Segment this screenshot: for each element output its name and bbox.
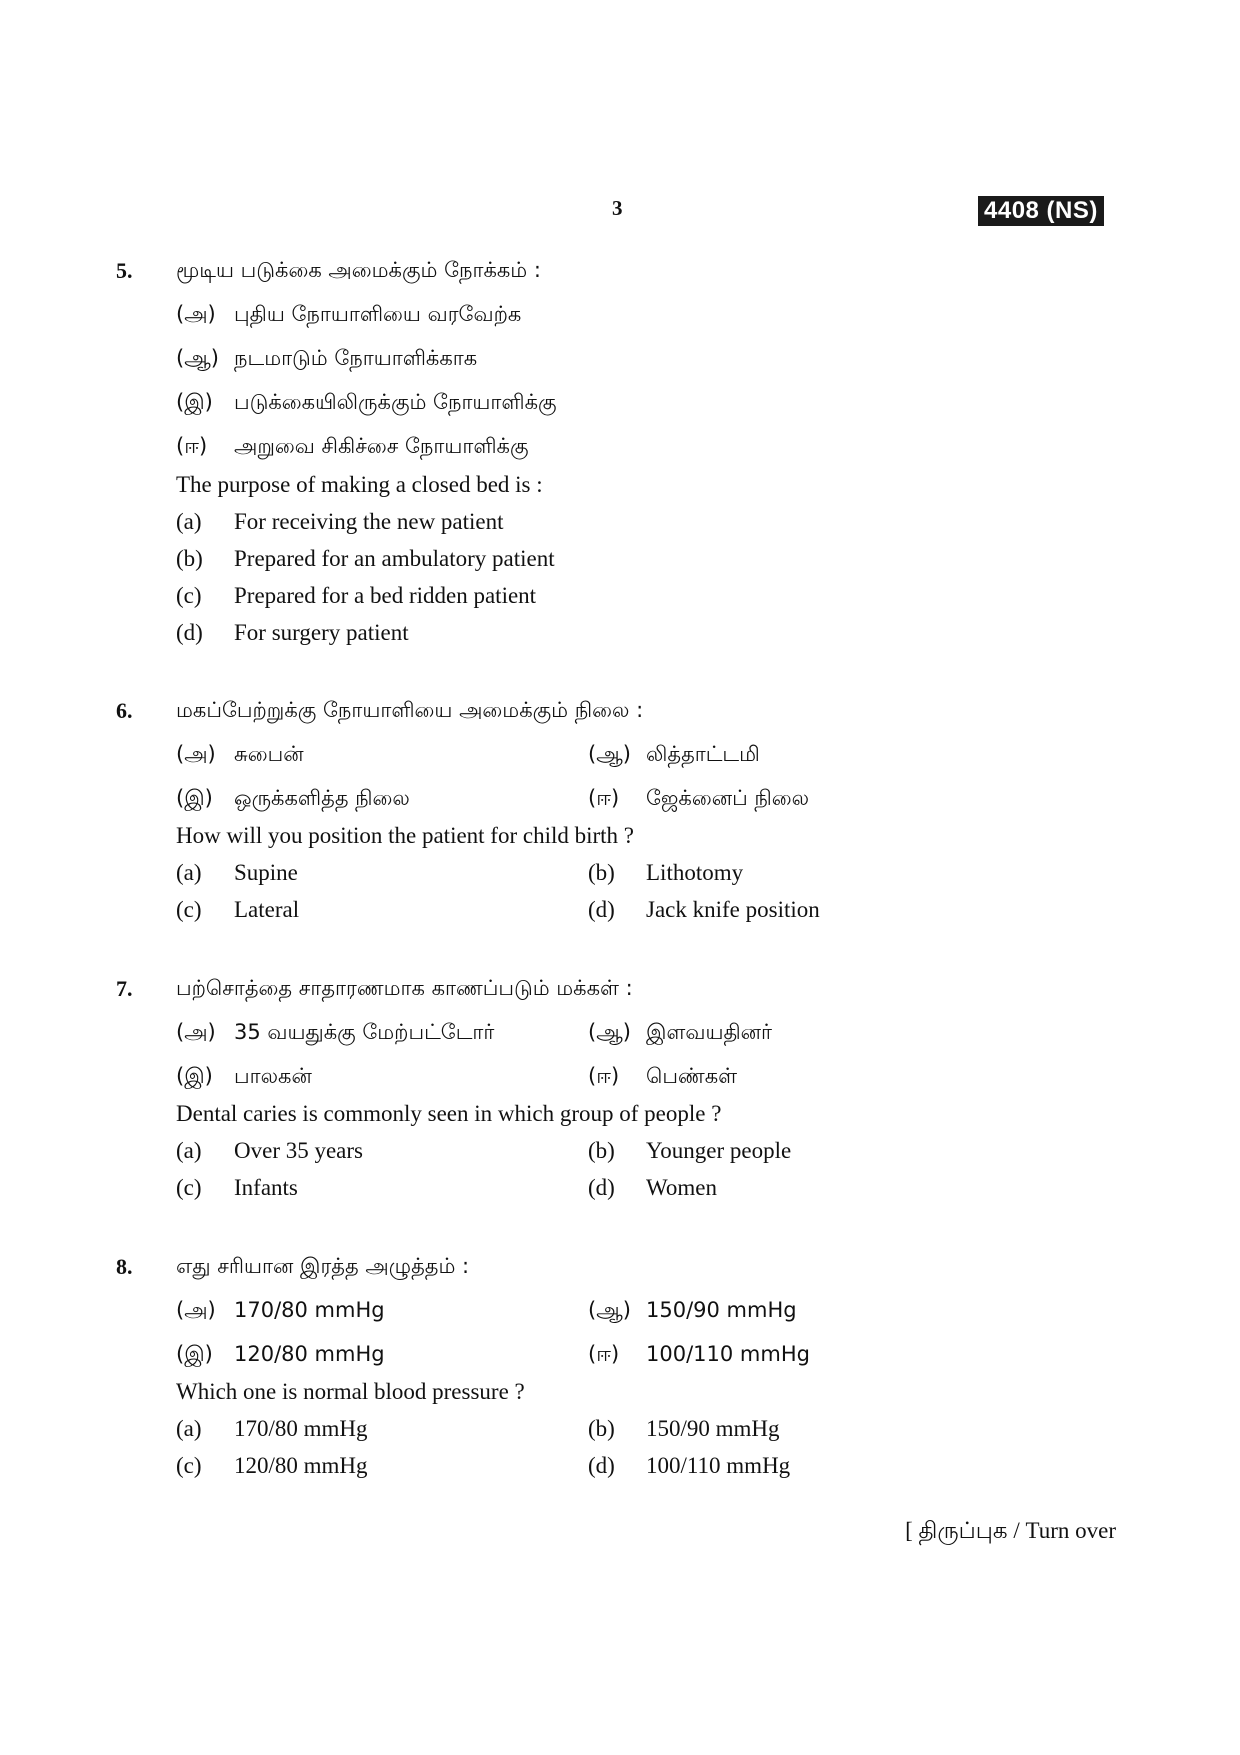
tamil-question: எது சரியான இரத்த அழுத்தம் : [176,1254,470,1278]
tamil-question: பற்சொத்தை சாதாரணமாக காணப்படும் மக்கள் : [176,976,633,1000]
tamil-question: மூடிய படுக்கை அமைக்கும் நோக்கம் : [176,258,541,282]
english-option: (d) Jack knife position [588,897,820,922]
english-option: (c) 120/80 mmHg [176,1453,368,1478]
english-question: How will you position the patient for child birth ? [176,823,635,848]
english-option: (c) Infants [176,1175,298,1200]
english-option: (d) Women [588,1175,717,1200]
english-option: (d) For surgery patient [176,620,409,645]
tamil-option: (ஈ) 100/110 mmHg [588,1342,810,1366]
tamil-option: (ஆ) லித்தாட்டமி [588,742,760,766]
question-number: 6. [116,698,133,723]
english-option: (a) For receiving the new patient [176,509,504,534]
tamil-option: (ஆ) 150/90 mmHg [588,1298,797,1322]
tamil-option: (ஆ) நடமாடும் நோயாளிக்காக [176,346,478,370]
english-option: (c) Prepared for a bed ridden patient [176,583,537,608]
tamil-option: (இ) ஒருக்களித்த நிலை [176,786,410,810]
english-option: (a) Supine [176,860,298,885]
page-number: 3 [612,196,623,220]
question-number: 8. [116,1254,133,1279]
tamil-option: (ஆ) இளவயதினர் [588,1020,773,1044]
tamil-option: (அ) புதிய நோயாளியை வரவேற்க [176,302,522,326]
tamil-option: (ஈ) ஜேக்னைப் நிலை [588,786,810,810]
english-option: (a) Over 35 years [176,1138,364,1163]
english-option: (b) Lithotomy [588,860,744,885]
tamil-option: (இ) படுக்கையிலிருக்கும் நோயாளிக்கு [176,390,557,414]
tamil-option: (ஈ) பெண்கள் [588,1064,738,1088]
tamil-question: மகப்பேற்றுக்கு நோயாளியை அமைக்கும் நிலை : [176,698,644,722]
english-option: (b) Younger people [588,1138,792,1163]
paper-code: 4408 (NS) [978,196,1104,226]
tamil-option: (அ) சுபைன் [176,742,304,766]
english-question: Dental caries is commonly seen in which group of people ? [176,1101,722,1126]
question-number: 5. [116,258,133,283]
tamil-option: (இ) பாலகன் [176,1064,312,1088]
tamil-option: (ஈ) அறுவை சிகிச்சை நோயாளிக்கு [176,434,529,458]
english-question: Which one is normal blood pressure ? [176,1379,525,1404]
english-option: (d) 100/110 mmHg [588,1453,791,1478]
tamil-option: (அ) 35 வயதுக்கு மேற்பட்டோர் [176,1020,495,1044]
turn-over-note: [ திருப்புக / Turn over [905,1518,1116,1543]
english-question: The purpose of making a closed bed is : [176,472,543,497]
english-option: (b) Prepared for an ambulatory patient [176,546,555,571]
english-option: (c) Lateral [176,897,300,922]
question-number: 7. [116,976,133,1001]
tamil-option: (அ) 170/80 mmHg [176,1298,385,1322]
english-option: (b) 150/90 mmHg [588,1416,780,1441]
tamil-option: (இ) 120/80 mmHg [176,1342,385,1366]
english-option: (a) 170/80 mmHg [176,1416,368,1441]
